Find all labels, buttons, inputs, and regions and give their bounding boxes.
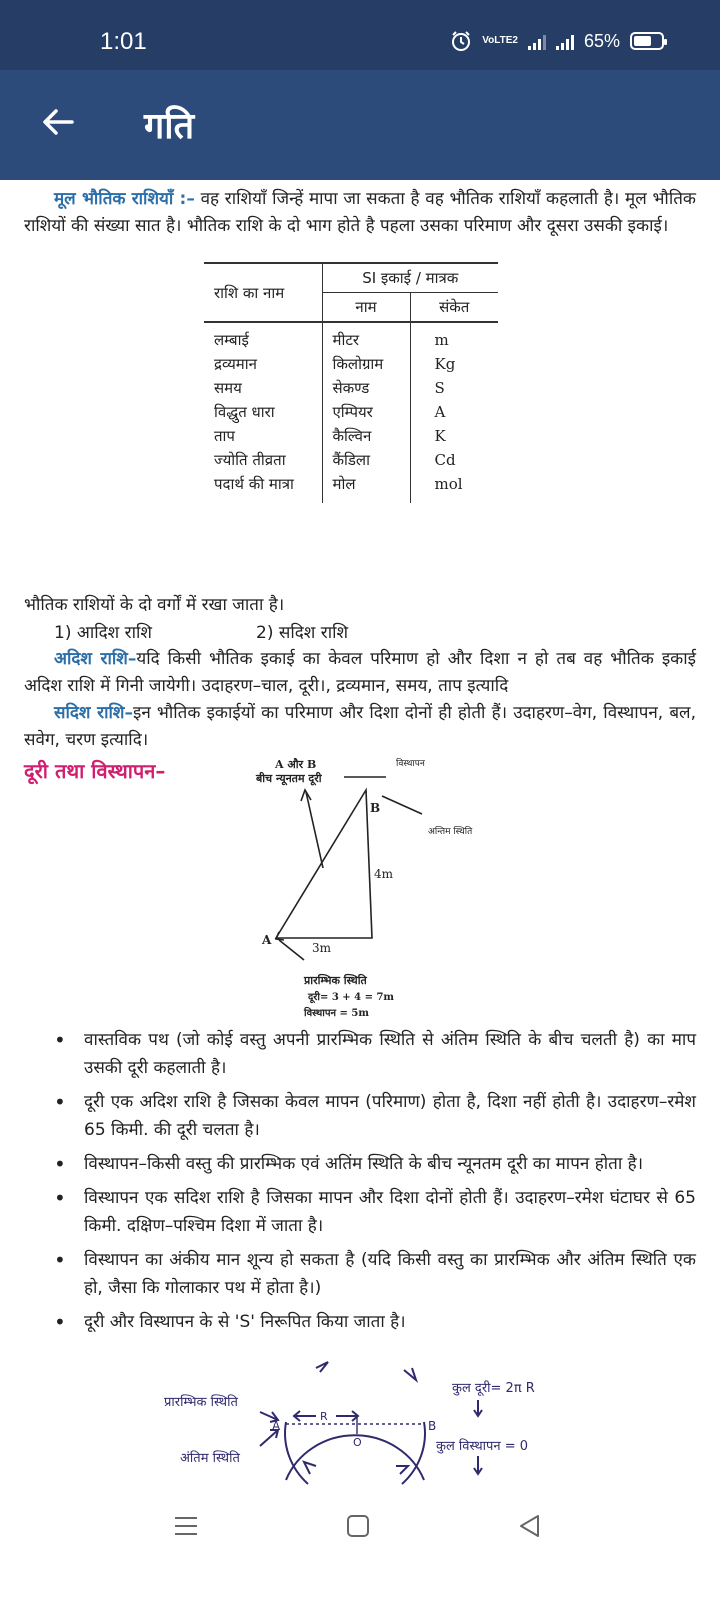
table-header-quantity: राशि का नाम	[204, 263, 322, 322]
cell-symbol: A	[434, 403, 446, 421]
cell-symbol: S	[434, 379, 445, 397]
label-A: A	[272, 1419, 281, 1433]
cell-unit: सेकण्ड	[322, 376, 410, 400]
cell-unit: कैल्विन	[322, 424, 410, 448]
bullet-list	[50, 1026, 696, 1342]
cell-symbol: Cd	[434, 451, 456, 469]
class-item-vector: 2) सदिश राशि	[256, 623, 349, 643]
cell-quantity: ज्योति तीव्रता	[204, 448, 322, 472]
label-B: B	[370, 801, 381, 815]
list-item: • विस्थापन–किसी वस्तु की प्रारम्भिक एवं अतिंम स्थिति के बीच न्यूनतम दूरी का मापन होता है।	[50, 1150, 696, 1178]
scalar-heading: अदिश राशि–	[54, 649, 137, 669]
status-icons	[450, 30, 664, 52]
table-row	[204, 472, 498, 503]
cell-symbol: Kg	[434, 355, 456, 373]
menu-icon[interactable]	[172, 1512, 200, 1540]
label-total-distance: कुल दूरी= 2π R	[452, 1381, 535, 1396]
table-row	[204, 424, 498, 448]
app-bar	[0, 70, 720, 180]
label-ab-line2: बीच न्यूनतम दूरी	[256, 772, 322, 785]
alarm-icon	[450, 30, 472, 52]
table-header-si-unit: SI इकाई / मात्रक	[322, 263, 498, 293]
cell-symbol: m	[434, 331, 449, 349]
home-icon[interactable]	[344, 1512, 372, 1540]
label-initial-position: प्रारम्भिक स्थिति	[164, 1395, 238, 1410]
label-A: A	[262, 933, 272, 947]
battery-percent: 65%	[583, 30, 620, 51]
label-distance-value: दूरी= 3 + 4 = 7m	[308, 992, 394, 1003]
signal-icon-2	[556, 32, 574, 50]
status-bar	[0, 0, 720, 70]
cell-quantity: समय	[204, 376, 322, 400]
page-title: गति	[144, 106, 195, 147]
label-total-displacement: कुल विस्थापन = 0	[436, 1439, 529, 1454]
cell-unit: एम्पियर	[322, 400, 410, 424]
si-units-table	[204, 262, 498, 503]
label-4m: 4m	[374, 867, 394, 881]
cell-quantity: लम्बाई	[204, 322, 322, 352]
network-label: VoLTE2	[482, 35, 518, 46]
status-time: 1:01	[100, 28, 147, 55]
triangle-diagram	[250, 752, 510, 1022]
article-content[interactable]	[0, 180, 720, 1490]
cell-symbol: K	[434, 427, 446, 445]
cell-unit: कैंडिला	[322, 448, 410, 472]
list-item: • दूरी एक अदिश राशि है जिसका केवल मापन (परिमाण) होता है, दिशा नहीं होती है। उदाहरण–रमेश 65 किमी. की दूरी चलता है।	[50, 1088, 696, 1144]
cell-unit: किलोग्राम	[322, 352, 410, 376]
label-ab-line1: A और B	[275, 758, 317, 771]
label-initial-position: प्रारम्भिक स्थिति	[304, 974, 367, 987]
intro-heading: मूल भौतिक राशियाँ :–	[54, 189, 195, 209]
table-header-unit-name: नाम	[322, 293, 410, 323]
label-3m: 3m	[312, 941, 332, 955]
cell-quantity: विद्धुत धारा	[204, 400, 322, 424]
table-row	[204, 400, 498, 424]
vector-paragraph	[24, 700, 696, 754]
classes-intro: भौतिक राशियों के दो वर्गों में रखा जाता है।	[24, 595, 285, 615]
cell-unit: मोल	[322, 472, 410, 503]
table-row	[204, 322, 498, 352]
vector-text: इन भौतिक इकाईयों का परिमाण और दिशा दोनों ही होती हैं। उदाहरण–वेग, विस्थापन, बल, सवेग, चरण इत्यादि।	[24, 703, 696, 750]
label-displacement: विस्थापन	[396, 759, 425, 769]
cell-quantity: पदार्थ की मात्रा	[204, 472, 322, 503]
cell-unit: मीटर	[322, 322, 410, 352]
table-header-symbol: संकेत	[410, 293, 498, 323]
list-item: • विस्थापन का अंकीय मान शून्य हो सकता है (यदि किसी वस्तु का प्रारम्भिक और अंतिम स्थिति एक हो, जैसा कि गोलाकार पथ में होता है।)	[50, 1246, 696, 1302]
label-final-position: अन्तिम स्थिति	[428, 827, 473, 837]
navigation-bar	[0, 1490, 720, 1600]
arrow-left-icon[interactable]	[38, 102, 78, 142]
circle-diagram	[160, 1350, 580, 1490]
label-B: B	[428, 1419, 437, 1433]
intro-text: वह राशियाँ जिन्हें मापा जा सकता है वह भौतिक राशियाँ कहलाती है। मूल भौतिक राशियों की संख्या सात है। भौतिक राशि के दो भाग होते है पहला उसका परिमाण और दूसरा उसकी इकाई।	[24, 189, 696, 236]
scalar-paragraph	[24, 646, 696, 700]
distance-displacement-heading: दूरी तथा विस्थापन–	[24, 759, 166, 783]
vector-heading: सदिश राशि–	[54, 703, 133, 723]
cell-quantity: द्रव्यमान	[204, 352, 322, 376]
label-R: R	[320, 1410, 328, 1423]
class-item-scalar: 1) आदिश राशि	[54, 623, 152, 643]
scalar-text: यदि किसी भौतिक इकाई का केवल परिमाण हो और दिशा न हो तब वह भौतिक इकाई अदिश राशि में गिनी जायेगी। उदाहरण–चाल, दूरी।, द्रव्यमान, समय, ताप इत्यादि	[24, 649, 696, 696]
cell-symbol: mol	[434, 475, 463, 493]
list-item: • विस्थापन एक सदिश राशि है जिसका मापन और दिशा दोनों होती हैं। उदाहरण–रमेश घंटाघर से 65 किमी. दक्षिण–पश्चिम दिशा में जाता है।	[50, 1184, 696, 1240]
battery-icon	[630, 32, 664, 50]
table-row	[204, 352, 498, 376]
cell-quantity: ताप	[204, 424, 322, 448]
intro-paragraph	[24, 186, 696, 240]
triangle-back-icon[interactable]	[516, 1512, 544, 1540]
table-row	[204, 376, 498, 400]
label-displacement-value: विस्थापन = 5m	[304, 1008, 369, 1019]
list-item: • दूरी और विस्थापन के से 'S' निरूपित किया जाता है।	[50, 1308, 696, 1336]
label-final-position: अंतिम स्थिति	[180, 1451, 240, 1466]
label-O: O	[353, 1436, 362, 1449]
table-row	[204, 448, 498, 472]
list-item: • वास्तविक पथ (जो कोई वस्तु अपनी प्रारम्भिक स्थिति से अंतिम स्थिति के बीच चलती है) का माप उसकी दूरी कहलाती है।	[50, 1026, 696, 1082]
signal-icon-1	[528, 32, 546, 50]
